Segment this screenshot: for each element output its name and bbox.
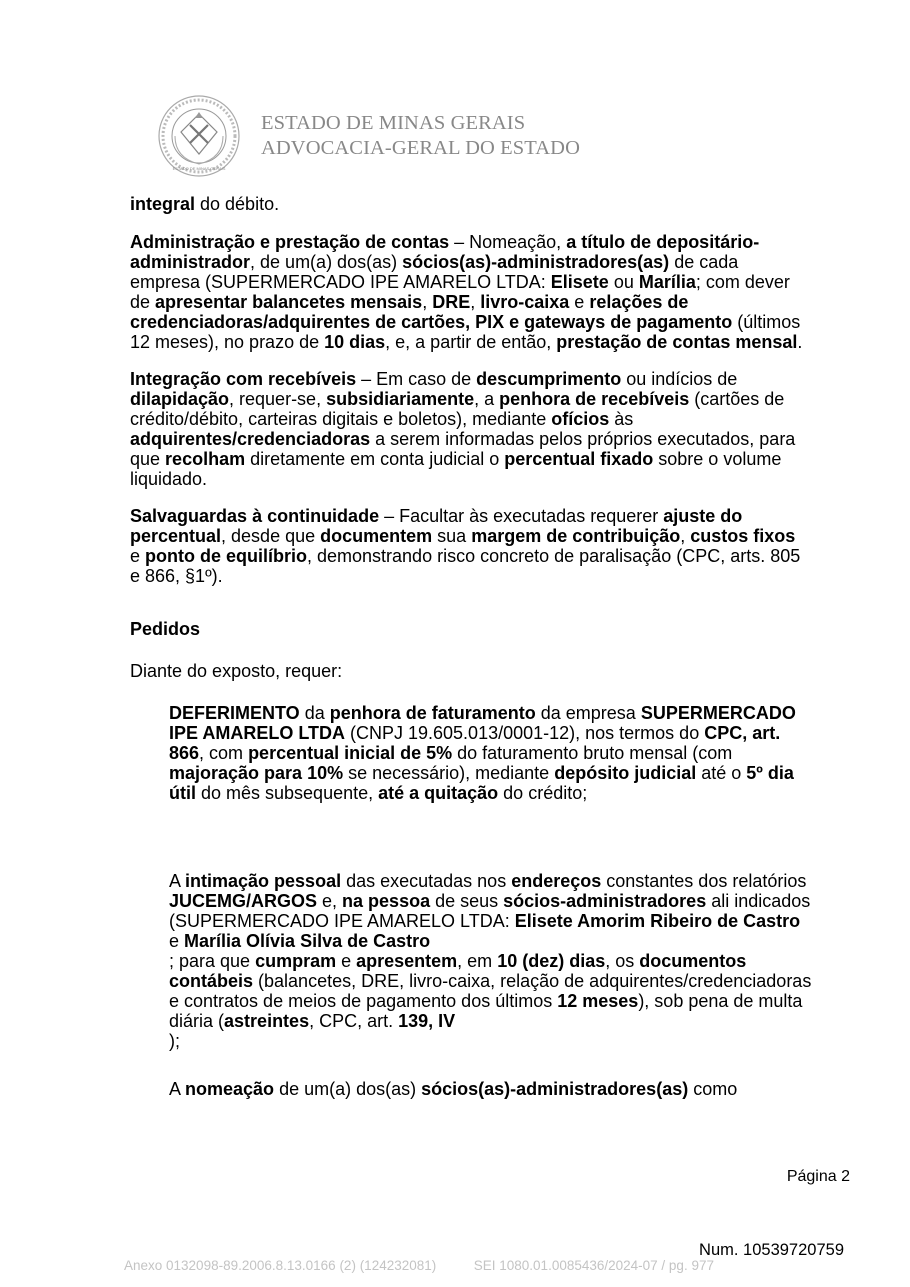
request-nomeacao: A nomeação de um(a) dos(as) sócios(as)-administradores(as) como	[169, 1079, 738, 1099]
annex-stamp: Anexo 0132098-89.2006.8.13.0166 (2) (124232081) SEI 1080.01.0085436/2024-07 / pg. 977	[124, 1258, 714, 1273]
letterhead	[157, 94, 717, 184]
request-deferimento: DEFERIMENTO da penhora de faturamento da empresa SUPERMERCADO IPE AMARELO LTDA (CNPJ 19.605.013/0001-12), nos termos do CPC, art. 866, com percentual inicial de 5% do faturamento bruto mensal (com majoração para 10% se necessário), mediante depósito judicial até o 5º dia útil do mês subsequente, até a quitação do crédito;	[169, 703, 796, 803]
request-intimacao: A intimação pessoal das executadas nos endereços constantes dos relatórios JUCEMG/ARGOS e, na pessoa de seus sócios-administradores ali indicados (SUPERMERCADO IPE AMARELO LTDA: Elisete Amorim Ribeiro de Castro e Marília Olívia Silva de Castro ; para que cumpram e apresentem, em 10 (dez) dias, os documentos contábeis (balancetes, DRE, livro-caixa, relação de adquirentes/credenciadoras e contratos de meios de pagamento dos últimos 12 meses), sob pena de multa diária (astreintes, CPC, art. 139, IV );	[169, 871, 812, 1051]
paragraph-administracao: Administração e prestação de contas – Nomeação, a título de depositário-administrador, de um(a) dos(as) sócios(as)-administradores(as) de cada empresa (SUPERMERCADO IPE AMARELO LTDA: Elisete ou Marília; com dever de apresentar balancetes mensais, DRE, livro-caixa e relações de credenciadoras/adquirentes de cartões, PIX e gateways de pagamento (últimos 12 meses), no prazo de 10 dias, e, a partir de então, prestação de contas mensal.	[130, 232, 803, 352]
agency-name: ADVOCACIA-GERAL DO ESTADO	[261, 137, 580, 159]
coat-of-arms-seal	[157, 94, 241, 178]
paragraph-integral: integral do débito.	[130, 194, 280, 214]
svg-text:ESTADO DE MINAS GERAIS: ESTADO DE MINAS GERAIS	[172, 166, 226, 171]
document-number: Num. 10539720759	[699, 1241, 844, 1259]
document-body	[130, 194, 810, 1099]
paragraph-salvaguardas: Salvaguardas à continuidade – Facultar às executadas requerer ajuste do percentual, desde que documentem sua margem de contribuição, custos fixos e ponto de equilíbrio, demonstrando risco concreto de paralisação (CPC, arts. 805 e 866, §1º).	[130, 506, 801, 586]
paragraph-intro: Diante do exposto, requer:	[130, 661, 343, 681]
page-number: Página 2	[786, 1168, 850, 1185]
section-heading-pedidos: Pedidos	[130, 619, 201, 639]
state-name: ESTADO DE MINAS GERAIS	[261, 112, 526, 134]
paragraph-recebiveis: Integração com recebíveis – Em caso de descumprimento ou indícios de dilapidação, requer-se, subsidiariamente, a penhora de recebíveis (cartões de crédito/débito, carteiras digitais e boletos), mediante ofícios às adquirentes/credenciadoras a serem informadas pelos próprios executados, para que recolham diretamente em conta judicial o percentual fixado sobre o volume liquidado.	[130, 369, 796, 489]
